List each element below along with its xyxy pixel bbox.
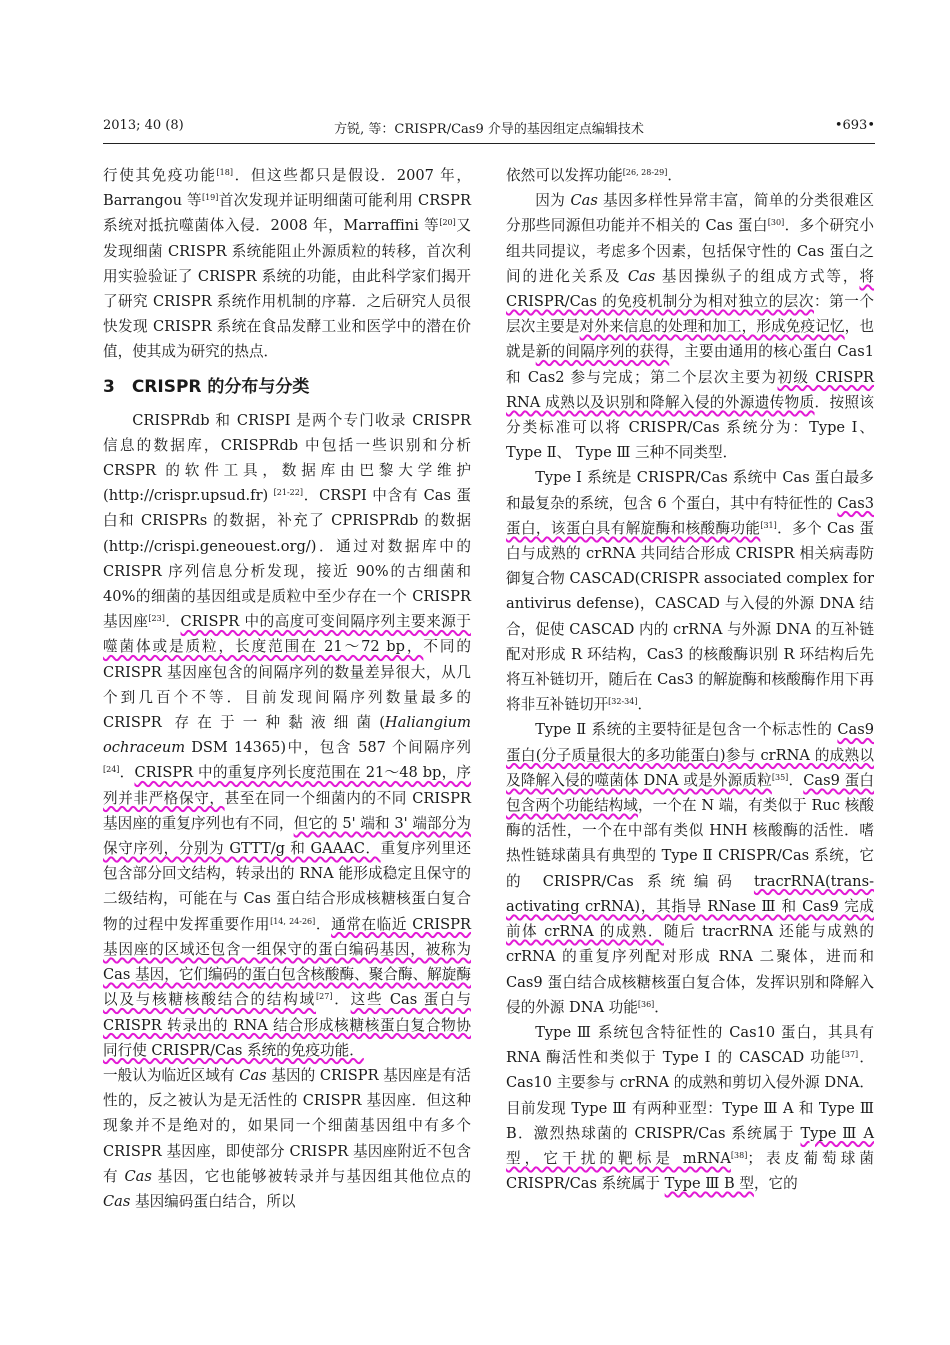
text-run: ． xyxy=(788,771,804,789)
citation-ref: [21-22] xyxy=(273,488,303,498)
citation-ref: [37] xyxy=(841,1050,859,1060)
running-header xyxy=(103,118,875,140)
citation-ref: [36] xyxy=(637,999,655,1009)
text-run: ． xyxy=(637,696,653,714)
citation-ref: [38] xyxy=(730,1150,748,1160)
left-column xyxy=(103,163,471,1214)
paragraph xyxy=(103,1063,471,1214)
text-run: Type Ⅱ 系统的主要特征是包含一个标志性的 xyxy=(535,721,838,739)
citation-ref: [26, 28-29] xyxy=(622,168,668,177)
text-run: ． xyxy=(315,915,332,933)
section-heading: 3 CRISPR 的分布与分类 xyxy=(103,376,310,397)
text-run: ． xyxy=(332,991,351,1009)
italic-term: Haliangium ochraceum xyxy=(103,714,471,757)
text-run: ． xyxy=(164,613,181,631)
text-run: ．多个研究小组共同提议，考虑多个因素，包括保守性的 Cas 蛋白之间的进化关系及 xyxy=(506,217,874,285)
citation-ref: [35] xyxy=(771,772,789,782)
italic-term: Cas xyxy=(570,192,598,210)
text-run: 基因操纵子的组成方式等， xyxy=(655,267,860,285)
text-run: ；表皮葡萄球菌 CRISPR/Cas 系统属于 xyxy=(506,1149,874,1193)
text-run: ，主要由通用的核心蛋白 Cas1 和 Cas2 参与完成；第二个层次主要为 xyxy=(506,343,874,386)
running-title: 方锐, 等：CRISPR/Cas9 介导的基因组定点编辑技术 xyxy=(334,122,644,137)
text-run: 随后 tracrRNA 还能与成熟的 crRNA 的重复序列配对形成 RNA 二聚体，进而和 Cas9 蛋白结合成核糖核蛋白复合体，发挥识别和降解入侵的外源 DNA 功能 xyxy=(506,923,874,1016)
highlighted-text: Cas9 蛋白包含两个功能结构域 xyxy=(506,771,875,815)
text-run: ．按照该分类标准可以将 CRISPR/Cas 系统分为：Type Ⅰ、Type Ⅱ、 Type Ⅲ 三种不同类型． xyxy=(506,393,874,462)
highlighted-text: Type Ⅲ A 型，它干扰的靶标是 mRNA xyxy=(506,1124,874,1167)
highlighted-text: 这些 Cas 蛋白与 CRISPR 转录出的 RNA 结合形成核糖核蛋白复合物协同行使 CRISPR/Cas 系统的免疫功能． xyxy=(103,991,471,1059)
text-run: 基因多样性异常丰富，简单的分类很难区分那些同源但功能并不相关的 Cas 蛋白 xyxy=(506,192,875,235)
highlighted-text: Cas9 蛋白(分子质量很大的多功能蛋白)参与 crRNA 的成熟以及降解入侵的噬菌体 DNA 或是外源质粒 xyxy=(506,721,874,789)
text-run: Type Ⅲ 系统包含特征性的 Cas10 蛋白，其具有 RNA 酶活性和类似于 Type Ⅰ 的 CASCAD 功能 xyxy=(506,1023,874,1067)
right-column xyxy=(506,163,874,1196)
text-run: ．Cas10 主要参与 crRNA 的成熟和剪切入侵外源 DNA．目前发现 Type Ⅲ 有两种亚型：Type Ⅲ A 和 Type Ⅲ B．激烈热球菌的 CRISPR/Cas 系统属于 xyxy=(506,1049,874,1142)
text-run: 行使其免疫功能 xyxy=(103,167,217,184)
highlighted-text: 新的间隔序列的获得 xyxy=(535,343,670,361)
highlighted-text: 但它的 5' 端和 3' 端部分为保守序列，分别为 GTTT/g 和 GAAAC． xyxy=(103,814,471,858)
text-run: ，它的 xyxy=(753,1175,798,1193)
highlighted-text: 初级 CRISPR RNA 成熟以及识别和降解入侵的外源遗传物质 xyxy=(506,368,874,411)
paragraph xyxy=(506,465,874,717)
highlighted-text: 对外来信息的处理和加工，形成免疫记忆 xyxy=(579,318,845,336)
citation-ref: [27] xyxy=(316,992,333,1002)
text-run: 重复序列里还包含部分回文结构，转录出的 RNA 能形成稳定且保守的二级结构，可能在与 Cas 蛋白结合形成核糖核蛋白复合物的过程中发挥重要作用 xyxy=(103,840,471,933)
paragraph xyxy=(506,163,874,188)
highlighted-text: tracrRNA(trans-activating crRNA)，其指导 RNase Ⅲ 和 Cas9 完成前体 crRNA 的成熟． xyxy=(506,872,874,941)
citation-ref: [23] xyxy=(148,614,165,624)
citation-ref: [30] xyxy=(767,218,785,228)
text-run: 基因的 CRISPR 基因座是有活性的，反之被认为是无活性的 CRISPR 基因座．但这种现象并不是绝对的，如果同一个细菌基因组中有多个 CRISPR 基因座，即使部分 CRISPR 基因座附近不包含有 xyxy=(103,1066,471,1185)
italic-term: Cas xyxy=(239,1066,267,1084)
paragraph xyxy=(506,1020,874,1196)
text-run: ．CRSPI 中含有 Cas 蛋白和 CRISPRs 的数据，补充了 CPRISPRdb 的数据(http://crispi.geneouest.org/)．通过对数据库中的 CRISPR 序列信息分析发现，接近 90%的古细菌和 40%的细菌的基因组或是质粒中至少存在一个 CRISPR 基因座 xyxy=(103,487,471,631)
text-run: 基因，它也能够被转录并与基因组其他位点的 xyxy=(151,1167,471,1185)
highlighted-text: Cas3 蛋白，该蛋白具有解旋酶和核酸酶功能 xyxy=(506,494,874,537)
text-run: ．但这些都只是假设．2007 年，Barrangou 等 xyxy=(103,167,471,210)
text-run: 甚至在同一个细菌内的不同 CRISPR 基因座的重复序列也有不同， xyxy=(103,789,471,832)
paragraph xyxy=(103,408,471,1063)
journal-volume: 2013; 40 (8) xyxy=(103,118,184,133)
paragraph xyxy=(506,717,874,1019)
text-run: ，一个在 N 端，有类似于 Ruc 核酸酶的活性，一个在中部有类似 HNH 核酸酶的活性．嗜热性链球菌具有典型的 Type Ⅱ CRISPR/Cas 系统，它的 CRISPR/Cas 系统编码 xyxy=(506,797,874,890)
text-run: ． xyxy=(654,998,669,1016)
italic-term: Cas xyxy=(124,1167,152,1185)
text-run: ，也就是 xyxy=(506,318,874,361)
text-run: 基因编码蛋白结合，所以 xyxy=(130,1192,296,1210)
citation-ref: [18] xyxy=(216,168,233,177)
paragraph xyxy=(506,188,874,465)
text-run: ． xyxy=(667,167,682,184)
text-run: 不同的 CRISPR 基因座包含的间隔序列的数量差异很大，从几个到几百个不等．目前发现间隔序列数量最多的 CRISPR 存在于一种黏液细菌( xyxy=(103,638,471,732)
citation-ref: [24] xyxy=(103,765,120,775)
italic-term: Cas xyxy=(103,1192,131,1210)
text-run: 一般认为临近区域有 xyxy=(103,1066,240,1084)
text-run: DSM 14365)中，包含 587 个间隔序列 xyxy=(185,739,471,757)
text-run: ． xyxy=(119,764,135,782)
citation-ref: [19] xyxy=(201,193,219,203)
text-run: ．多个 Cas 蛋白与成熟的 crRNA 共同结合形成 CRISPR 相关病毒防御复合物 CASCAD(CRISPR associated complex for antivirus defense)，CASCAD 与入侵的外源 DNA 结合，促使 CASCAD 内的 crRNA 与外源 DNA 的互补链配对形成 R 环结构，Cas3 的核酸酶识别 R 环结构后先将互补链切开，随后在 Cas3 的解旋酶和核酸酶作用下再将非互补链切开 xyxy=(506,519,874,714)
text-run: 因为 xyxy=(535,192,571,210)
highlighted-text: 将 CRISPR/Cas 的免疫机制分为相对独立的层次 xyxy=(506,267,875,311)
citation-ref: [32-34] xyxy=(608,697,638,707)
text-run: 又发现细菌 CRISPR 系统能阻止外源质粒的转移，首次利用实验验证了 CRISPR 系统的功能，由此科学家们揭开了研究 CRISPR 系统作用机制的序幕．之后研究人员很快发现 CRISPR 系统在食品发酵工业和医学中的潜在价值，使其成为研究的热点． xyxy=(103,217,471,361)
paragraph xyxy=(103,163,471,365)
page-number: •693• xyxy=(834,118,875,133)
text-run: ：第一个层次主要是 xyxy=(506,293,874,336)
text-run: Type Ⅰ 系统是 CRISPR/Cas 系统中 Cas 蛋白最多和最复杂的系统，包含 6 个蛋白，其中有特征性的 xyxy=(506,469,874,512)
citation-ref: [14, 24-26] xyxy=(270,916,316,926)
text-run: CRISPRdb 和 CRISPI 是两个专门收录 CRISPR 信息的数据库，CRISPRdb 中包括一些识别和分析 CRSPR 的软件工具，数据库由巴黎大学维护(http://crispr.upsud.fr) xyxy=(103,411,471,505)
highlighted-text: 通常在临近 CRISPR 基因座的区域还包含一组保守的蛋白编码基因，被称为 Cas 基因，它们编码的蛋白包含核酸酶、聚合酶、解旋酶以及与核糖核酸结合的结构域 xyxy=(103,915,471,1009)
text-run: 首次发现并证明细菌可能利用 CRSPR 系统对抵抗噬菌体入侵．2008 年，Marraffini 等 xyxy=(103,192,471,235)
header-rule xyxy=(103,143,875,144)
highlighted-text: CRISPR 中的高度可变间隔序列主要来源于噬菌体或是质粒，长度范围在 21～72 bp， xyxy=(103,613,471,656)
italic-term: Cas xyxy=(627,267,656,285)
highlighted-text: Type Ⅲ B 型 xyxy=(664,1175,754,1193)
highlighted-text: CRISPR 中的重复序列长度范围在 21～48 bp，序列并非严格保守， xyxy=(103,764,471,807)
text-run: 依然可以发挥功能 xyxy=(506,167,623,184)
citation-ref: [31] xyxy=(760,520,777,530)
citation-ref: [20] xyxy=(439,218,456,228)
